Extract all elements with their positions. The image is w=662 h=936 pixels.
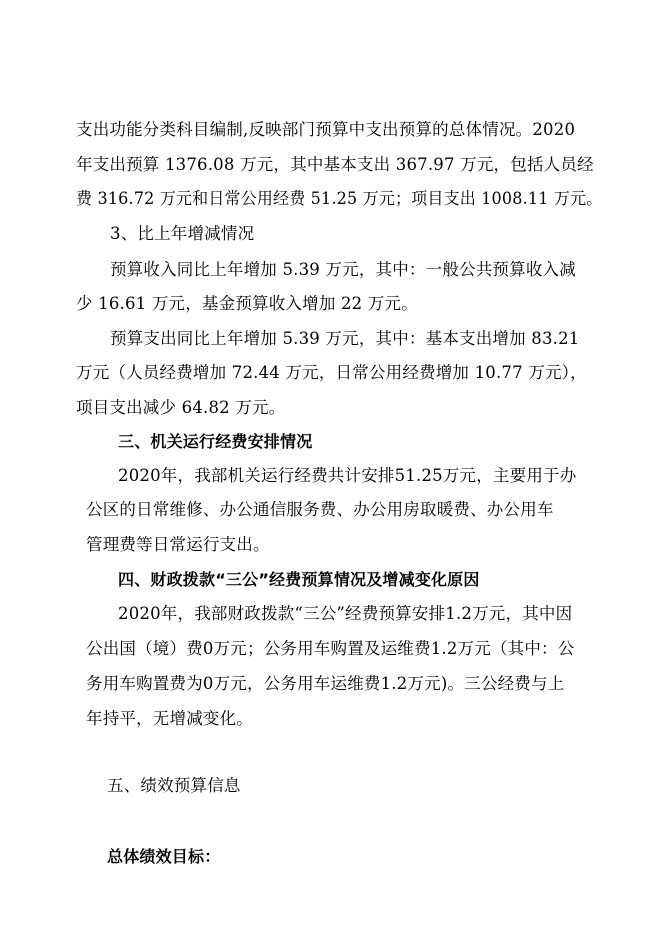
body-text-line: 公区的日常维修、办公通信服务费、办公用房取暖费、办公用车 <box>86 500 554 519</box>
subsection-heading: 总体绩效目标： <box>107 847 221 866</box>
body-text-line: 项目支出减少 64.82 万元。 <box>76 398 286 417</box>
section-heading: 三、机关运行经费安排情况 <box>118 432 313 451</box>
body-text-line: 少 16.61 万元，基金预算收入增加 22 万元。 <box>76 294 418 313</box>
body-text-line: 公出国（境）费0万元；公务用车购置及运维费1.2万元（其中：公 <box>86 639 575 658</box>
body-text-line: 年支出预算 1376.08 万元，其中基本支出 367.97 万元，包括人员经 <box>76 155 594 174</box>
body-text-line: 2020年，我部机关运行经费共计安排51.25万元，主要用于办 <box>118 466 577 485</box>
section-heading: 四、财政拨款“三公”经费预算情况及增减变化原因 <box>118 570 480 589</box>
section-heading: 五、绩效预算信息 <box>107 776 241 795</box>
body-text-line: 务用车购置费为0万元，公务用车运维费1.2万元)。三公经费与上 <box>86 674 565 693</box>
body-text-line: 费 316.72 万元和日常公用经费 51.25 万元；项目支出 1008.11 万元。 <box>76 189 603 208</box>
body-text-line: 万元（人员经费增加 72.44 万元，日常公用经费增加 10.77 万元）， <box>76 363 587 382</box>
body-text-line: 管理费等日常运行支出。 <box>86 535 270 554</box>
body-text-line: 年持平，无增减变化。 <box>86 709 253 728</box>
body-text-line: 预算收入同比上年增加 5.39 万元，其中：一般公共预算收入减 <box>110 260 576 279</box>
body-text-line: 支出功能分类科目编制,反映部门预算中支出预算的总体情况。2020 <box>76 120 576 139</box>
body-text-line: 预算支出同比上年增加 5.39 万元，其中：基本支出增加 83.21 <box>110 329 580 348</box>
subsection-heading: 3、比上年增减情况 <box>110 224 255 243</box>
body-text-line: 2020年，我部财政拨款“三公”经费预算安排1.2万元，其中因 <box>118 604 573 623</box>
